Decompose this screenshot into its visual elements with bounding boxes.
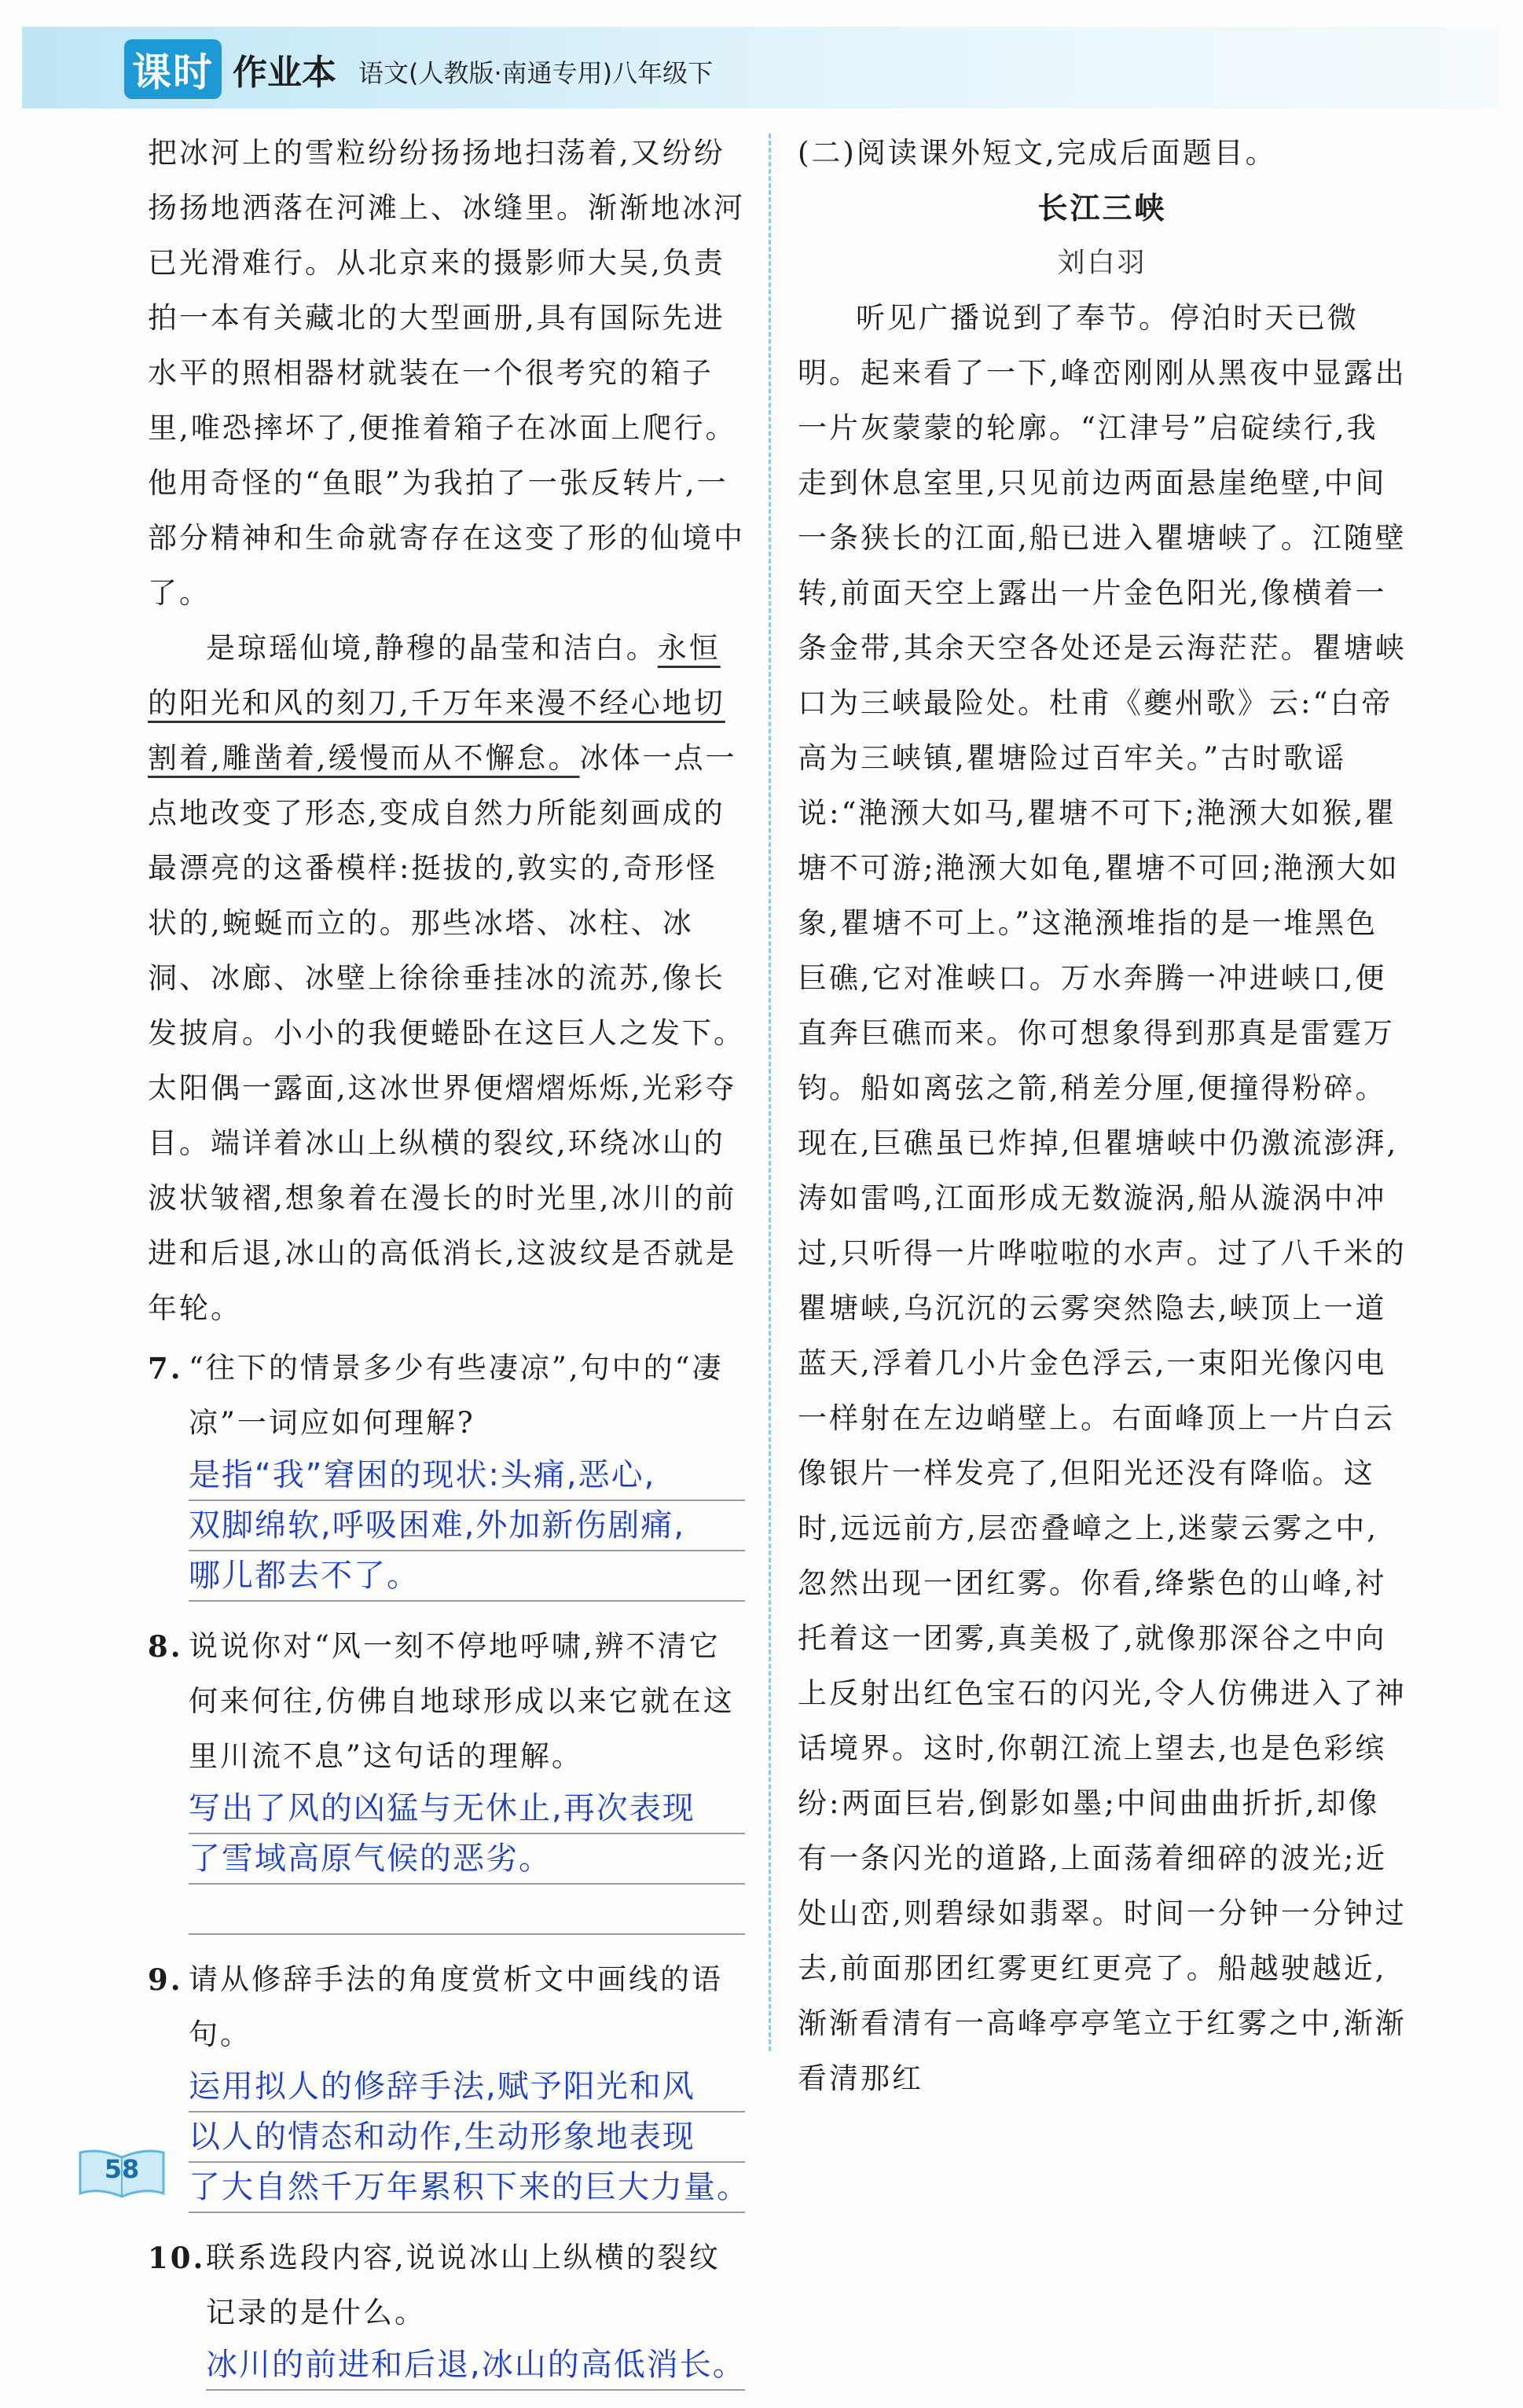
answer-line: 写出了风的凶猛与无休止,再次表现 — [189, 1784, 745, 1834]
question-10 — [148, 2230, 745, 2340]
article-body: 听见广播说到了奉节。停泊时天已微明。起来看了一下,峰峦刚刚从黑夜中显露出一片灰蒙蒙的轮廓。“江津号”启碇续行,我走到休息室里,只见前边两面悬崖绝壁,中间一条狭长的江面,船已进入瞿塘峡了。江随壁转,前面天空上露出一片金色阳光,像横着一条金带,其余天空各处还是云海茫茫。瞿塘峡口为三峡最险处。杜甫《夔州歌》云:“白帝高为三峡镇,瞿塘险过百牢关。”古时歌谣说:“滟滪大如马,瞿塘不可下;滟滪大如猴,瞿塘不可游;滟滪大如龟,瞿塘不可回;滟滪大如象,瞿塘不可上。”这滟滪堆指的是一堆黑色巨礁,它对准峡口。万水奔腾一冲进峡口,便直奔巨礁而来。你可想象得到那真是雷霆万钧。船如离弦之箭,稍差分厘,便撞得粉碎。现在,巨礁虽已炸掉,但瞿塘峡中仍激流澎湃,涛如雷鸣,江面形成无数漩涡,船从漩涡中冲过,只听得一片哗啦啦的水声。过了八千米的瞿塘峡,乌沉沉的云雾突然隐去,峡顶上一道蓝天,浮着几小片金色浮云,一束阳光像闪电一样射在左边峭壁上。右面峰顶上一片白云像银片一样发亮了,但阳光还没有降临。这时,远远前方,层峦叠嶂之上,迷蒙云雾之中,忽然出现一团红雾。你看,绛紫色的山峰,衬托着这一团雾,真美极了,就像那深谷之中向上反射出红色宝石的闪光,令人仿佛进入了神话境界。这时,你朝江流上望去,也是色彩缤纷:两面巨岩,倒影如墨;中间曲曲折折,却像有一条闪光的道路,上面荡着细碎的波光;近处山峦,则碧绿如翡翠。时间一分钟一分钟过去,前面那团红雾更红更亮了。船越驶越近,渐渐看清有一高峰亭亭笔立于红雾之中,渐渐看清那红 — [798, 301, 1407, 2095]
answer-line: 了雪域高原气候的恶劣。 — [189, 1834, 745, 1885]
question-text: 请从修辞手法的角度赏析文中画线的语句。 — [189, 1962, 723, 2051]
answer-9 — [189, 2062, 750, 2213]
answer-7 — [189, 1451, 745, 1602]
question-text: “往下的情景多少有些凄凉”,句中的“凄凉”一词应如何理解? — [189, 1351, 724, 1440]
article-title: 长江三峡 — [1037, 191, 1167, 226]
answer-10 — [206, 2340, 745, 2391]
answer-line: 双脚绵软,呼吸困难,外加新伤剧痛, — [189, 1501, 745, 1551]
brand-logo: 课时 — [124, 39, 222, 99]
passage-paragraph-2 — [148, 621, 745, 1336]
answer-line — [189, 1885, 745, 1935]
answer-8 — [189, 1784, 745, 1935]
page-number: 58 — [104, 2154, 140, 2184]
question-number: 7. — [148, 1351, 183, 1386]
question-8 — [148, 1619, 745, 1784]
question-text: 说说你对“风一刻不停地呼啸,辨不清它何来何往,仿佛自地球形成以来它就在这里川流不息”这句话的理解。 — [189, 1629, 735, 1773]
underlined-sentence: 永恒的阳光和风的刻刀,千万年来漫不经心地切割着,雕凿着,缓慢而从不懈怠。 — [148, 631, 725, 775]
answer-line: 运用拟人的修辞手法,赋予阳光和风 — [189, 2062, 745, 2113]
answer-line: 以人的情态和动作,生动形象地表现 — [189, 2113, 745, 2163]
passage-p2-rest: 冰体一点一点地改变了形态,变成自然力所能刻画成的最漂亮的这番模样:挺拔的,敦实的,奇形怪状的,蜿蜒而立的。那些冰塔、冰柱、冰洞、冰廊、冰壁上徐徐垂挂冰的流苏,像长发披肩。小小的我便蜷卧在这巨人之发下。太阳偶一露面,这冰世界便熠熠烁烁,光彩夺目。端详着冰山上纵横的裂纹,环绕冰山的波状皱褶,想象着在漫长的时光里,冰川的前进和后退,冰山的高低消长,这波纹是否就是年轮。 — [148, 741, 745, 1325]
article-author: 刘白羽 — [1057, 248, 1147, 279]
column-divider — [769, 134, 771, 2051]
question-9 — [148, 1952, 745, 2062]
answer-line: 是指“我”窘困的现状:头痛,恶心, — [189, 1451, 745, 1501]
section-intro: (二)阅读课外短文,完成后面题目。 — [798, 136, 1277, 170]
answer-line: 冰川的前进和后退,冰山的高低消长。 — [206, 2340, 745, 2391]
answer-line: 哪儿都去不了。 — [189, 1551, 745, 1602]
right-column — [798, 126, 1407, 2106]
passage-p2-start: 是琼瑶仙境,静穆的晶莹和洁白。 — [206, 631, 658, 665]
question-number: 8. — [148, 1629, 183, 1664]
question-7 — [148, 1341, 745, 1451]
answer-line: 了大自然千万年累积下来的巨大力量。 — [189, 2163, 745, 2213]
header-brand — [124, 39, 713, 99]
brand-name: 作业本 — [233, 53, 336, 93]
left-column — [148, 126, 750, 2408]
question-number: 9. — [148, 1962, 183, 1997]
book-subtitle: 语文(人教版·南通专用)八年级下 — [358, 58, 714, 88]
passage-paragraph-1: 把冰河上的雪粒纷纷扬扬地扫荡着,又纷纷扬扬地洒落在河滩上、冰缝里。渐渐地冰河已光滑难行。从北京来的摄影师大吴,负责拍一本有关藏北的大型画册,具有国际先进水平的照相器材就装在一个很考究的箱子里,唯恐摔坏了,便推着箱子在冰面上爬行。他用奇怪的“鱼眼”为我拍了一张反转片,一部分精神和生命就寄存在这变了形的仙境中了。 — [148, 136, 745, 610]
question-text: 联系选段内容,说说冰山上纵横的裂纹记录的是什么。 — [206, 2241, 721, 2329]
page-number-badge — [75, 2148, 168, 2203]
question-number: 10. — [148, 2241, 206, 2275]
